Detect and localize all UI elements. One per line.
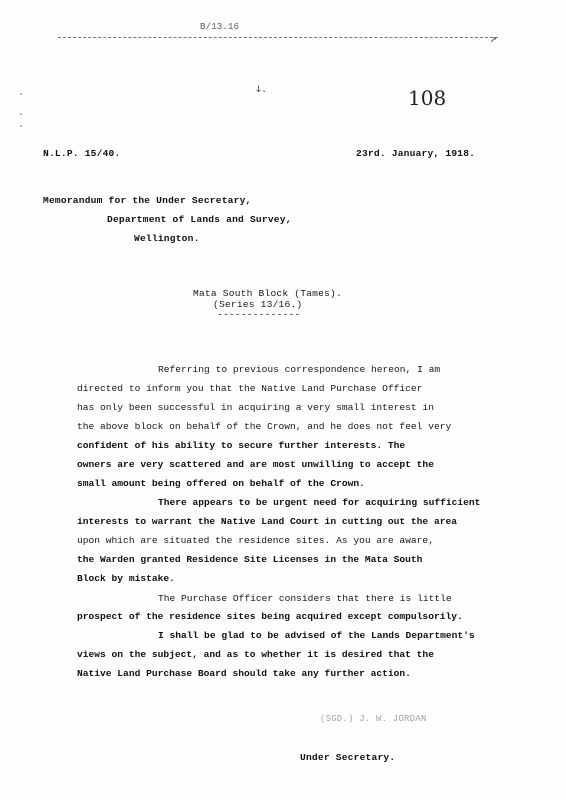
paragraph-1-line: directed to inform you that the Native Land Purchase Officer: [77, 383, 423, 394]
paragraph-2-line: interests to warrant the Native Land Court in cutting out the area: [77, 516, 457, 527]
paragraph-1-line: the above block on behalf of the Crown, and he does not feel very: [77, 421, 452, 432]
margin-dot-3: ·: [18, 122, 25, 133]
paragraph-4-line: Native Land Purchase Board should take any further action.: [77, 668, 411, 679]
top-border-line: [58, 37, 498, 39]
signature-faint: (SGD.) J. W. JORDAN: [320, 714, 427, 724]
paragraph-2-line: the Warden granted Residence Site Licenses in the Mata South: [77, 554, 423, 565]
document-date: 23rd. January, 1918.: [356, 148, 476, 159]
paragraph-1-line: has only been successful in acquiring a very small interest in: [77, 402, 434, 413]
address-line-2: Department of Lands and Survey,: [107, 214, 292, 225]
subject-line-2: (Series 13/16.): [213, 299, 303, 310]
paragraph-1-line: small amount being offered on behalf of the Crown.: [77, 478, 365, 489]
folio-number: 108: [408, 86, 447, 110]
paragraph-4-line: views on the subject, and as to whether it is desired that the: [77, 649, 434, 660]
file-reference: N.L.P. 15/40.: [43, 148, 121, 159]
paragraph-3-line: prospect of the residence sites being acquired except compulsorily.: [77, 611, 463, 622]
archive-stamp: B/13.16: [200, 22, 240, 32]
address-line-3: Wellington.: [134, 233, 200, 244]
corner-mark: ↗: [490, 34, 497, 46]
paragraph-1-line: confident of his ability to secure further interests. The: [77, 440, 406, 451]
paragraph-1-line: Referring to previous correspondence hereon, I am: [158, 364, 441, 375]
subject-underline: --------------: [217, 309, 301, 320]
margin-dot-2: ·: [18, 110, 25, 121]
header-mark: ↆ.: [256, 84, 268, 95]
paragraph-1-line: owners are very scattered and are most unwilling to accept the: [77, 459, 434, 470]
paragraph-2-line: There appears to be urgent need for acquiring sufficient: [158, 497, 481, 508]
paragraph-4-line: I shall be glad to be advised of the Lands Department's: [158, 630, 475, 641]
margin-dot-1: ·: [18, 90, 25, 101]
subject-line-1: Mata South Block (Tames).: [193, 288, 342, 299]
paragraph-2-line: upon which are situated the residence sites. As you are aware,: [77, 535, 434, 546]
paragraph-3-line: The Purchase Officer considers that there is little: [158, 593, 452, 604]
signature-title: Under Secretary.: [300, 752, 396, 763]
paragraph-2-line: Block by mistake.: [77, 573, 175, 584]
address-line-1: Memorandum for the Under Secretary,: [43, 195, 252, 206]
